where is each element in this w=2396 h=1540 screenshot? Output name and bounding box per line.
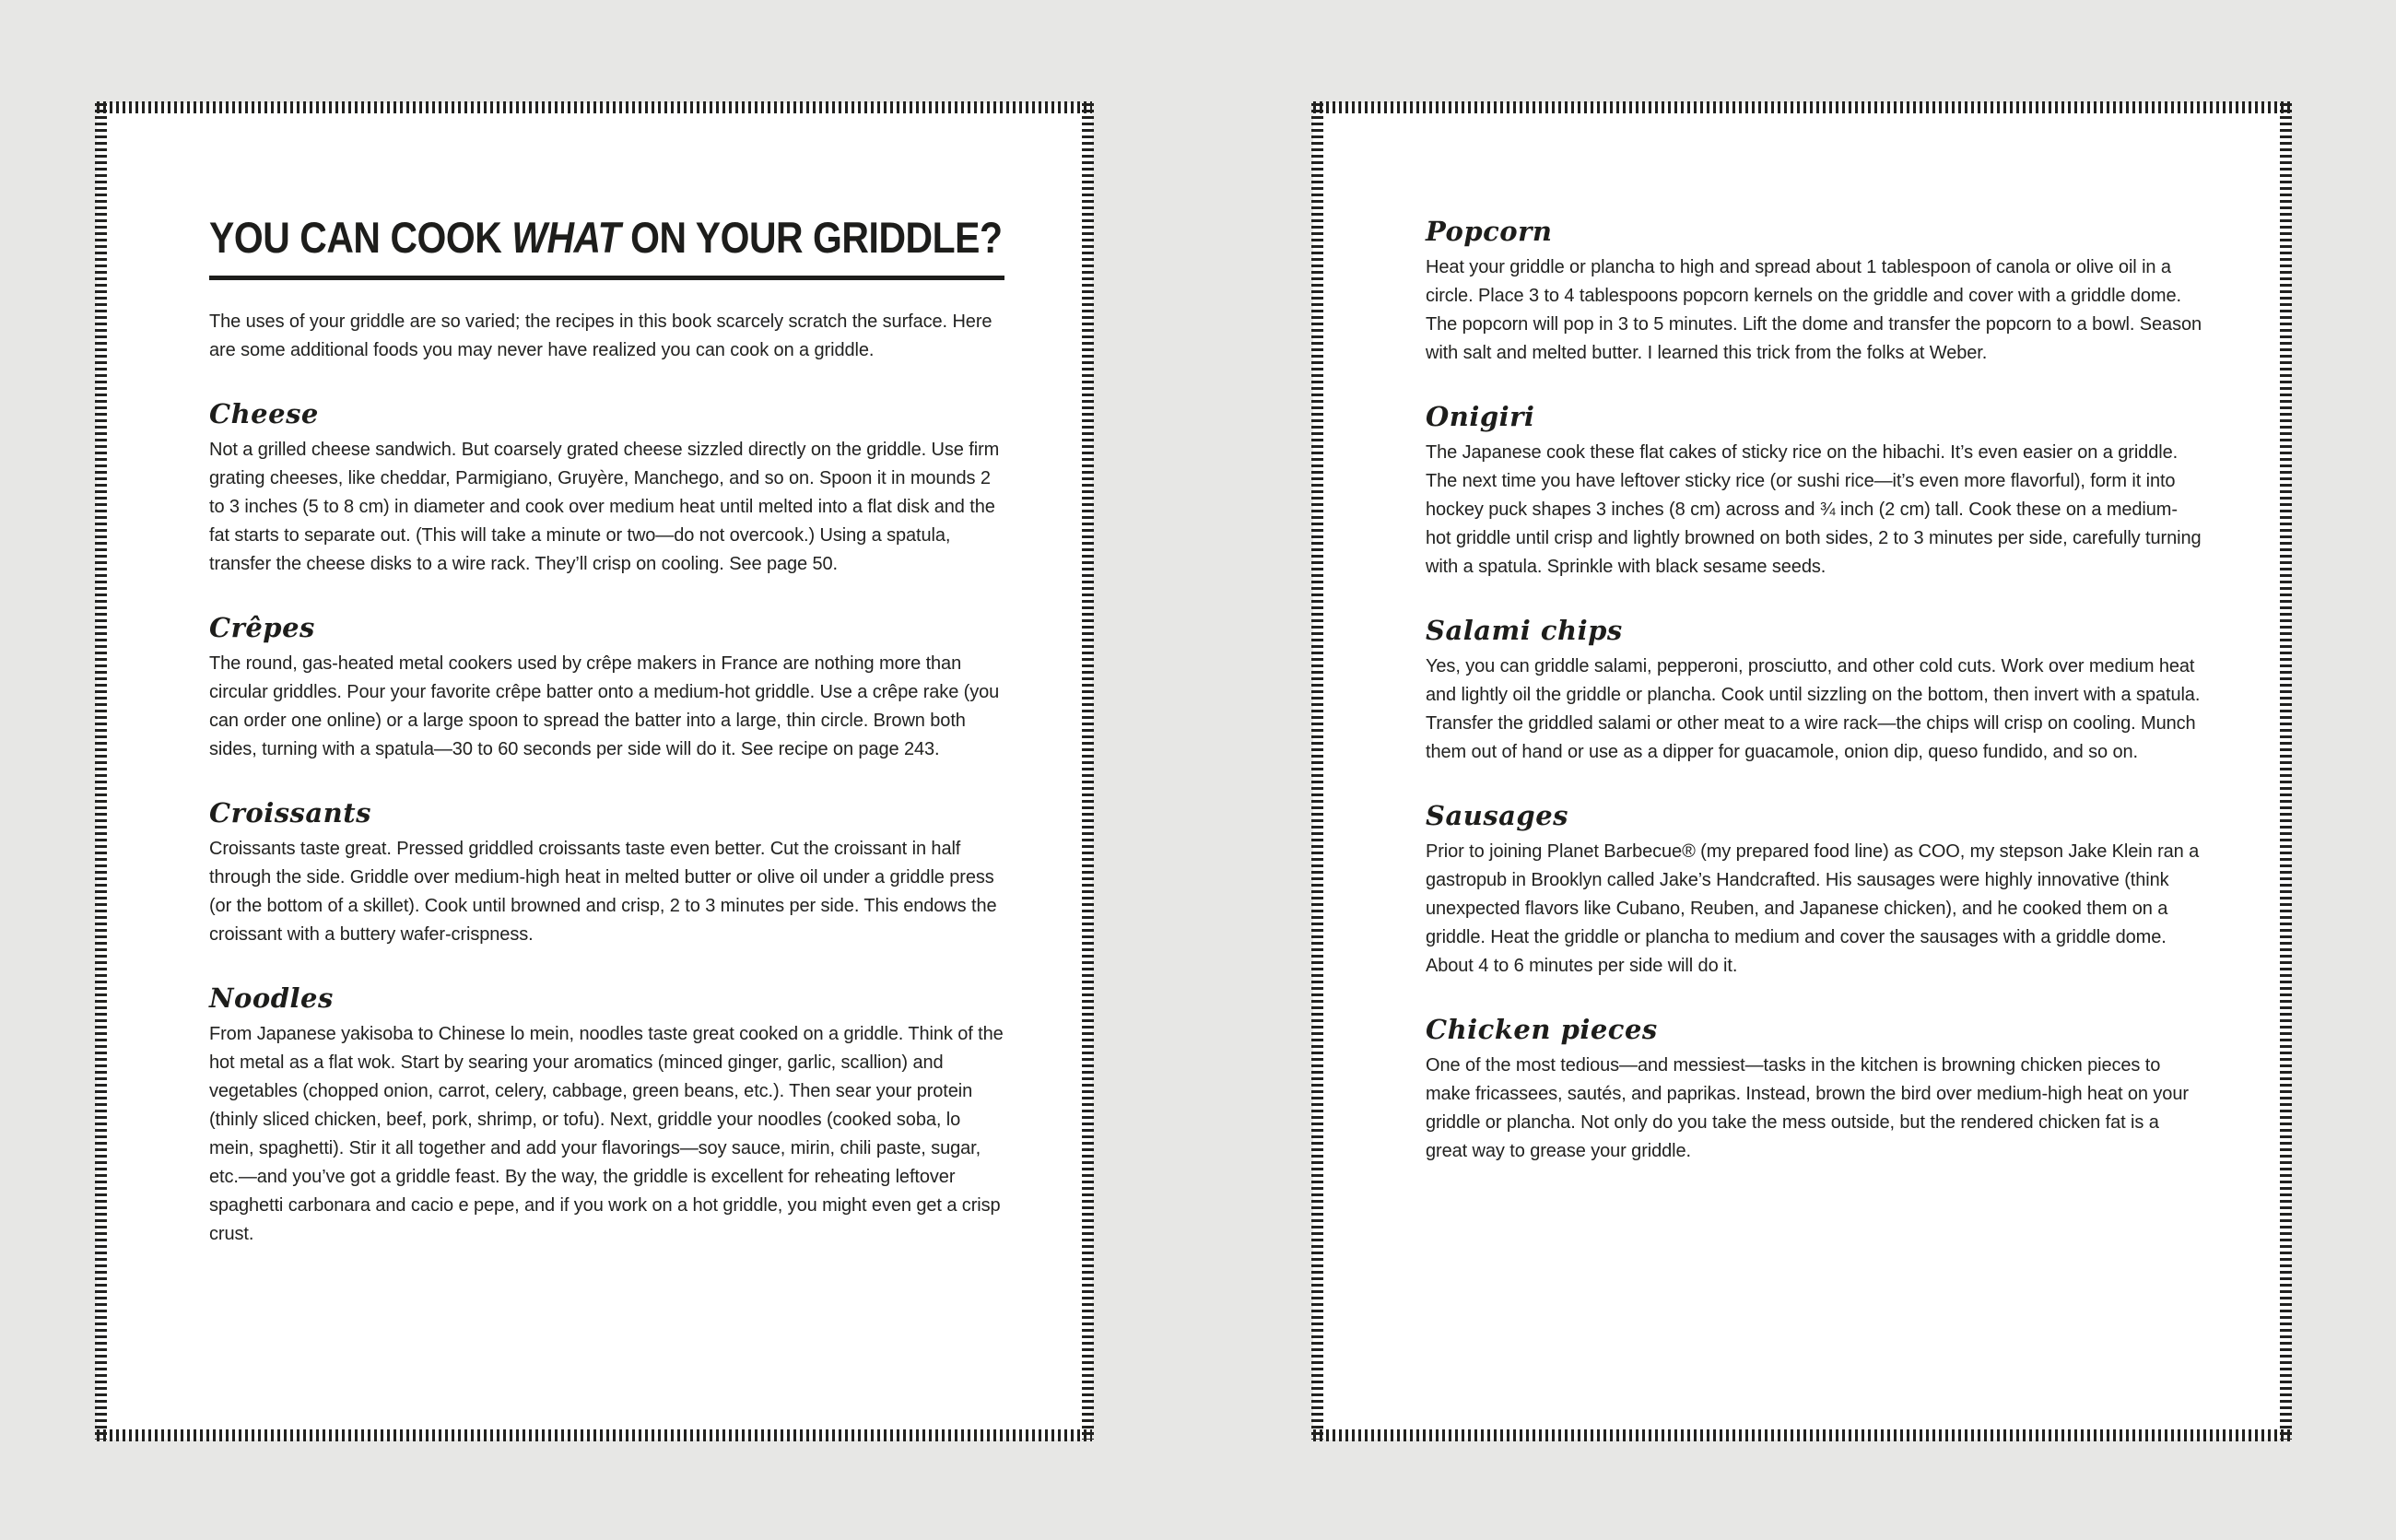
page-title-emphasis: WHAT <box>511 213 621 262</box>
section-sausages <box>1426 800 2202 981</box>
section-body: The round, gas-heated metal cookers used by crêpe makers in France are nothing more than circular griddles. Pour your favorite crêpe batter onto a medium-hot griddle. Use a crêpe rake (you can order one online) or a large spoon to spread the batter into a large, thin circle. Brown both sides, turning with a spatula—30 to 60 seconds per side will do it. See recipe on page 243. <box>209 653 1000 759</box>
section-onigiri <box>1426 401 2202 582</box>
section-heading: Croissants <box>209 797 371 829</box>
section-body: One of the most tedious—and messiest—tasks in the kitchen is browning chicken pieces to make fricassees, sautés, and paprikas. Instead, brown the bird over medium-high heat on your griddle or plancha. Not only do you take the mess outside, but the rendered chicken fat is a great way to grease your griddle. <box>1426 1055 2189 1161</box>
left-page <box>97 103 1092 1440</box>
page-title-post: ON YOUR GRIDDLE? <box>620 213 1003 262</box>
perforation-border-top <box>1313 101 2290 113</box>
perforation-border-left <box>1311 103 1323 1440</box>
left-page-content <box>209 212 1004 1249</box>
section-heading: Salami chips <box>1426 615 1623 646</box>
section-body: Croissants taste great. Pressed griddled croissants taste even better. Cut the croissant in half through the side. Griddle over medium-high heat in melted butter or olive oil under a griddle press (or the bottom of a skillet). Cook until browned and crisp, 2 to 3 minutes per side. This endows the croissant with a buttery wafer-crispness. <box>209 839 997 945</box>
section-croissants <box>209 797 1004 949</box>
section-body: From Japanese yakisoba to Chinese lo mein, noodles taste great cooked on a griddle. Think of the hot metal as a flat wok. Start by searing your aromatics (minced ginger, garlic, scallion) and vegetables (chopped onion, carrot, celery, cabbage, green beans, etc.). Then sear your protein (thinly sliced chicken, beef, pork, shrimp, or tofu). Next, griddle your noodles (cooked soba, lo mein, spaghetti). Stir it all together and add your flavorings—soy sauce, mirin, chili paste, sugar, etc.—and you’ve got a griddle feast. By the way, the griddle is excellent for reheating leftover spaghetti carbonara and cacio e pepe, and if you work on a hot griddle, you might even get a crisp crust. <box>209 1024 1004 1244</box>
intro-paragraph: The uses of your griddle are so varied; the recipes in this book scarcely scratch the surface. Here are some additional foods you may never have realized you can cook on a griddle. <box>209 312 992 360</box>
section-body: Heat your griddle or plancha to high and spread about 1 tablespoon of canola or olive oil in a circle. Place 3 to 4 tablespoons popcorn kernels on the griddle and cover with a griddle dome. The popcorn will pop in 3 to 5 minutes. Lift the dome and transfer the popcorn to a bowl. Season with salt and melted butter. I learned this trick from the folks at Weber. <box>1426 257 2202 363</box>
perforation-border-right <box>1082 103 1094 1440</box>
perforation-border-bottom <box>1313 1429 2290 1441</box>
section-salami-chips <box>1426 615 2202 767</box>
section-chicken-pieces <box>1426 1014 2202 1166</box>
section-heading: Sausages <box>1426 800 1568 831</box>
section-body: Yes, you can griddle salami, pepperoni, prosciutto, and other cold cuts. Work over medium heat and lightly oil the griddle or plancha. Cook until sizzling on the bottom, then invert with a spatula. Transfer the griddled salami or other meat to a wire rack—the chips will crisp on cooling. Munch them out of hand or use as a dipper for guacamole, onion dip, queso fundido, and so on. <box>1426 656 2201 762</box>
page-title <box>209 212 1004 280</box>
perforation-border-top <box>97 101 1092 113</box>
section-heading: Popcorn <box>1426 216 1553 247</box>
section-body: The Japanese cook these flat cakes of sticky rice on the hibachi. It’s even easier on a griddle. The next time you have leftover sticky rice (or sushi rice—it’s even more flavorful), form it into hockey puck shapes 3 inches (8 cm) across and ¾ inch (2 cm) tall. Cook these on a medium-hot griddle until crisp and lightly browned on both sides, 2 to 3 minutes per side, carefully turning with a spatula. Sprinkle with black sesame seeds. <box>1426 442 2202 577</box>
perforation-border-right <box>2280 103 2292 1440</box>
section-body: Prior to joining Planet Barbecue® (my prepared food line) as COO, my stepson Jake Klein ran a gastropub in Brooklyn called Jake’s Handcrafted. His sausages were highly innovative (think unexpected flavors like Cubano, Reuben, and Japanese chicken), and he cooked them on a griddle. Heat the griddle or plancha to medium and cover the sausages with a griddle dome. About 4 to 6 minutes per side will do it. <box>1426 841 2200 976</box>
section-cheese <box>209 398 1004 579</box>
perforation-border-bottom <box>97 1429 1092 1441</box>
section-heading: Onigiri <box>1426 401 1535 432</box>
section-body: Not a grilled cheese sandwich. But coarsely grated cheese sizzled directly on the griddle. Use firm grating cheeses, like cheddar, Parmigiano, Gruyère, Manchego, and so on. Spoon it in mounds 2 to 3 inches (5 to 8 cm) in diameter and cook over medium heat until melted into a flat disk and the fat starts to separate out. (This will take a minute or two—do not overcook.) Using a spatula, transfer the cheese disks to a wire rack. They’ll crisp on cooling. See page 50. <box>209 440 1000 574</box>
right-page <box>1313 103 2290 1440</box>
section-heading: Cheese <box>209 398 319 429</box>
section-heading: Chicken pieces <box>1426 1014 1658 1045</box>
section-crepes <box>209 612 1004 764</box>
section-noodles <box>209 982 1004 1249</box>
section-popcorn <box>1426 216 2202 368</box>
right-page-content <box>1426 216 2202 1166</box>
perforation-border-left <box>95 103 107 1440</box>
section-heading: Crêpes <box>209 612 315 643</box>
page-title-pre: YOU CAN COOK <box>209 213 512 262</box>
section-heading: Noodles <box>209 982 334 1014</box>
